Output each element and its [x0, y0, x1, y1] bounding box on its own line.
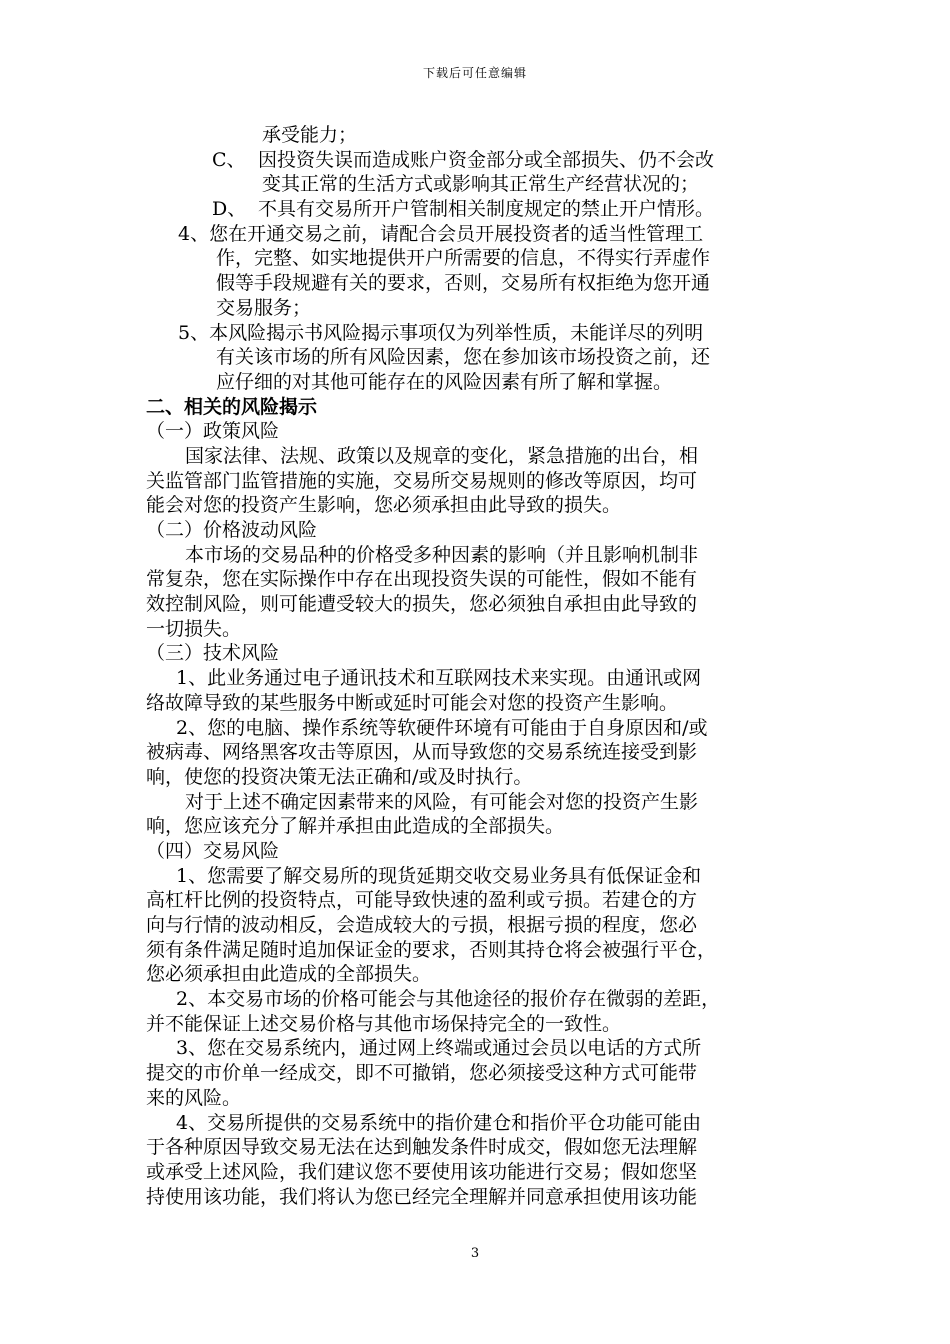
- text-line: [146, 321, 818, 346]
- text-line: [146, 567, 818, 592]
- line-text: 响，使您的投资决策无法正确和/或及时执行。: [146, 765, 533, 788]
- text-line: [146, 518, 818, 543]
- text-line: [146, 790, 818, 815]
- text-line: [146, 888, 818, 913]
- text-line: [146, 197, 818, 222]
- line-text: 交易服务；: [216, 296, 312, 319]
- text-line: [146, 765, 818, 790]
- text-line: [146, 469, 818, 494]
- line-text: 高杠杆比例的投资特点，可能导致快速的盈利或亏损。若建仓的方: [146, 889, 698, 912]
- line-text: 二、相关的风险揭示: [146, 395, 318, 418]
- line-text: 您必须承担由此造成的全部损失。: [146, 963, 432, 986]
- text-line: [146, 1061, 818, 1086]
- text-line: [146, 419, 818, 444]
- line-text: 对于上述不确定因素带来的风险，有可能会对您的投资产生影: [185, 790, 699, 813]
- text-line: [146, 543, 818, 568]
- line-text: 一切损失。: [146, 617, 242, 640]
- line-text: 能会对您的投资产生影响，您必须承担由此导致的损失。: [146, 494, 622, 517]
- text-line: [146, 716, 818, 741]
- text-line: [146, 987, 818, 1012]
- line-text: 有关该市场的所有风险因素，您在参加该市场投资之前，还: [216, 346, 711, 369]
- line-text: （四）交易风险: [146, 839, 280, 862]
- line-text: 不具有交易所开户管制相关制度规定的禁止开户情形。: [258, 198, 715, 221]
- line-text: 须有条件满足随时追加保证金的要求，否则其持仓将会被强行平仓，: [146, 938, 717, 961]
- text-line: [146, 913, 818, 938]
- text-line: [146, 370, 818, 395]
- text-line: [146, 938, 818, 963]
- line-text: 常复杂，您在实际操作中存在出现投资失误的可能性，假如不能有: [146, 568, 698, 591]
- text-line: [146, 345, 818, 370]
- line-text: 4、交易所提供的交易系统中的指价建仓和指价平仓功能可能由: [176, 1111, 702, 1134]
- text-line: [146, 444, 818, 469]
- line-text: 持使用该功能，我们将认为您已经完全理解并同意承担使用该功能: [146, 1185, 698, 1208]
- text-line: [146, 592, 818, 617]
- line-text: 并不能保证上述交易价格与其他市场保持完全的一致性。: [146, 1012, 622, 1035]
- text-line: [146, 296, 818, 321]
- line-text: 3、您在交易系统内，通过网上终端或通过会员以电话的方式所: [176, 1037, 702, 1060]
- line-text: 应仔细的对其他可能存在的风险因素有所了解和掌握。: [216, 370, 673, 393]
- text-line: [146, 148, 818, 173]
- text-line: [146, 123, 818, 148]
- line-text: （一）政策风险: [146, 420, 280, 443]
- line-text: 1、此业务通过电子通讯技术和互联网技术来实现。由通讯或网: [176, 667, 702, 690]
- text-line: [146, 1086, 818, 1111]
- option-label: D、: [212, 198, 247, 221]
- line-text: 1、您需要了解交易所的现货延期交收交易业务具有低保证金和: [176, 864, 702, 887]
- line-text: 向与行情的波动相反，会造成较大的亏损，根据亏损的程度，您必: [146, 914, 698, 936]
- text-line: [146, 864, 818, 889]
- line-text: 络故障导致的某些服务中断或延时可能会对您的投资产生影响。: [146, 691, 679, 714]
- section-heading: [146, 395, 818, 420]
- text-line: [146, 1036, 818, 1061]
- text-line: [146, 493, 818, 518]
- page-number: 3: [470, 1246, 480, 1261]
- text-line: [146, 1111, 818, 1136]
- text-line: [146, 222, 818, 247]
- line-text: 变其正常的生活方式或影响其正常生产经营状况的；: [262, 173, 700, 196]
- line-text: 5、本风险揭示书风险揭示事项仅为列举性质，未能详尽的列明: [178, 321, 704, 344]
- option-label: C、: [212, 148, 246, 171]
- text-line: [146, 1160, 818, 1185]
- line-text: 或承受上述风险，我们建议您不要使用该功能进行交易；假如您坚: [146, 1160, 698, 1183]
- line-text: 本市场的交易品种的价格受多种因素的影响（并且影响机制非: [185, 543, 699, 566]
- line-text: 4、您在开通交易之前，请配合会员开展投资者的适当性管理工: [178, 222, 704, 245]
- line-text: 于各种原因导致交易无法在达到触发条件时成交，假如您无法理解: [146, 1136, 698, 1159]
- page-header: 下载后可任意编辑: [422, 66, 527, 80]
- line-text: 被病毒、网络黑客攻击等原因，从而导致您的交易系统连接受到影: [146, 741, 698, 764]
- text-line: [146, 666, 818, 691]
- text-line: [146, 691, 818, 716]
- line-text: 关监管部门监管措施的实施，交易所交易规则的修改等原因，均可: [146, 469, 698, 492]
- text-line: [146, 271, 818, 296]
- line-text: 作，完整、如实地提供开户所需要的信息，不得实行弄虚作: [216, 247, 711, 270]
- text-line: [146, 839, 818, 864]
- line-text: 响，您应该充分了解并承担由此造成的全部损失。: [146, 815, 565, 838]
- line-text: 效控制风险，则可能遭受较大的损失，您必须独自承担由此导致的: [146, 593, 698, 616]
- document-body: [146, 123, 818, 1209]
- line-text: 2、本交易市场的价格可能会与其他途径的报价存在微弱的差距，: [176, 988, 721, 1011]
- text-line: [146, 1185, 818, 1210]
- line-text: （三）技术风险: [146, 642, 280, 665]
- line-text: 承受能力；: [262, 124, 358, 146]
- line-text: 来的风险。: [146, 1086, 242, 1109]
- text-line: [146, 740, 818, 765]
- line-text: 因投资失误而造成账户资金部分或全部损失、仍不会改: [258, 148, 715, 171]
- text-line: [146, 246, 818, 271]
- text-line: [146, 641, 818, 666]
- text-line: [146, 1012, 818, 1037]
- text-line: [146, 1135, 818, 1160]
- text-line: [146, 172, 818, 197]
- text-line: [146, 962, 818, 987]
- text-line: [146, 814, 818, 839]
- text-line: [146, 617, 818, 642]
- line-text: 2、您的电脑、操作系统等软硬件环境有可能由于自身原因和/或: [176, 716, 708, 739]
- line-text: 国家法律、法规、政策以及规章的变化，紧急措施的出台，相: [185, 444, 699, 467]
- line-text: 提交的市价单一经成交，即不可撤销，您必须接受这种方式可能带: [146, 1062, 698, 1085]
- line-text: 假等手段规避有关的要求，否则，交易所有权拒绝为您开通: [216, 272, 711, 295]
- line-text: （二）价格波动风险: [146, 519, 318, 541]
